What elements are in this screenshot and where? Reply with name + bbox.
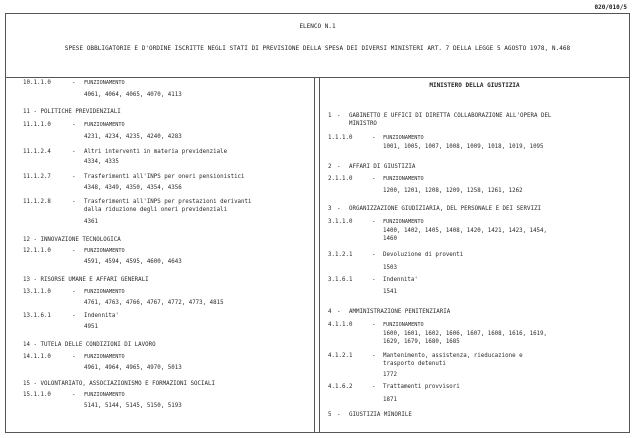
item-code: 11.1.2.7 [23, 174, 51, 180]
item-label: FUNZIONAMENTO [84, 354, 125, 360]
section-heading: AFFARI DI GIUSTIZIA [349, 164, 416, 170]
document-header [6, 14, 629, 78]
item-code: 11.1.2.4 [23, 149, 51, 155]
item-numbers: 4761, 4763, 4766, 4767, 4772, 4773, 4815 [84, 300, 224, 306]
section-number: 2 [328, 164, 332, 170]
section-heading: GIUSTIZIA MINORILE [349, 412, 412, 418]
dash: - [372, 353, 376, 359]
dash: - [337, 206, 341, 212]
item-numbers: 1503 [383, 265, 397, 271]
dash: - [72, 289, 76, 295]
dash: - [72, 122, 76, 128]
item-label: Trasferimenti all'INPS per prestazioni derivanti [84, 199, 252, 205]
item-numbers: 1400, 1402, 1405, 1408, 1420, 1421, 1423, 1454, [383, 228, 548, 234]
item-numbers: 1772 [383, 372, 397, 378]
right-column [319, 77, 629, 432]
item-code: 1.1.1.0 [328, 135, 353, 141]
dash: - [372, 322, 376, 328]
item-code: 4.1.2.1 [328, 353, 353, 359]
item-label: Indennita' [84, 313, 119, 319]
item-label: FUNZIONAMENTO [84, 289, 125, 295]
item-numbers-continued: 1629, 1679, 1680, 1685 [383, 339, 460, 345]
item-label: Trattamenti provvisori [383, 384, 460, 390]
section-heading: 14 - TUTELA DELLE CONDIZIONI DI LAVORO [23, 342, 156, 348]
document-subtitle: SPESE OBBLIGATORIE E D'ORDINE ISCRITTE NEGLI STATI DI PREVISIONE DELLA SPESA DEI DIVERSI MINISTERI ART. 7 DELLA LEGGE 5 AGOSTO 1978, N.468 [64, 45, 571, 52]
item-code: 4.1.1.0 [328, 322, 353, 328]
item-numbers: 4951 [84, 324, 98, 330]
item-numbers: 4961, 4964, 4965, 4970, 5013 [84, 365, 182, 371]
section-number: 3 [328, 206, 332, 212]
ministry-heading: MINISTERO DELLA GIUSTIZIA [429, 82, 520, 89]
item-label-continued: trasporto detenuti [383, 361, 446, 367]
item-code: 13.1.6.1 [23, 313, 51, 319]
item-numbers: 4591, 4594, 4595, 4600, 4643 [84, 259, 182, 265]
item-numbers: 1871 [383, 397, 397, 403]
item-code: 15.1.1.0 [23, 392, 51, 398]
document-frame [5, 13, 630, 433]
item-label: FUNZIONAMENTO [383, 176, 424, 182]
item-label: Altri interventi in materia previdenziale [84, 149, 228, 155]
item-code: 3.1.6.1 [328, 277, 353, 283]
item-code: 12.1.1.0 [23, 248, 51, 254]
section-heading: AMMINISTRAZIONE PENITENZIARIA [349, 309, 451, 315]
item-numbers: 4061, 4064, 4065, 4070, 4113 [84, 92, 182, 98]
section-heading: ORGANIZZAZIONE GIUDIZIARIA, DEL PERSONALE E DEI SERVIZI [349, 206, 541, 212]
left-column [6, 77, 315, 432]
section-heading: GABINETTO E UFFICI DI DIRETTA COLLABORAZIONE ALL'OPERA DEL [349, 113, 552, 119]
dash: - [337, 164, 341, 170]
dash: - [72, 174, 76, 180]
item-label: FUNZIONAMENTO [84, 80, 125, 86]
section-heading: 13 - RISORSE UMANE E AFFARI GENERALI [23, 277, 149, 283]
dash: - [372, 277, 376, 283]
item-code: 11.1.1.0 [23, 122, 51, 128]
dash: - [72, 313, 76, 319]
dash: - [72, 149, 76, 155]
item-code: 3.1.1.0 [328, 219, 353, 225]
item-label: Trasferimenti all'INPS per oneri pensionistici [84, 174, 245, 180]
item-label: Mantenimento, assistenza, rieducazione e [383, 353, 523, 359]
item-label: Indennita' [383, 277, 418, 283]
dash: - [372, 219, 376, 225]
item-code: 10.1.1.0 [23, 80, 51, 86]
item-label: FUNZIONAMENTO [383, 135, 424, 141]
dash: - [72, 354, 76, 360]
item-label: Devoluzione di proventi [383, 252, 464, 258]
item-label-continued: dalla riduzione degli oneri previdenziali [84, 207, 228, 213]
item-numbers: 5141, 5144, 5145, 5150, 5193 [84, 403, 182, 409]
dash: - [72, 392, 76, 398]
item-numbers: 1001, 1005, 1007, 1008, 1009, 1018, 1019, 1095 [383, 144, 544, 150]
item-numbers: 4361 [84, 219, 98, 225]
item-code: 14.1.1.0 [23, 354, 51, 360]
dash: - [372, 176, 376, 182]
item-numbers: 4348, 4349, 4350, 4354, 4356 [84, 185, 182, 191]
item-numbers: 1541 [383, 289, 397, 295]
item-label: FUNZIONAMENTO [84, 248, 125, 254]
item-code: 3.1.2.1 [328, 252, 353, 258]
dash: - [372, 252, 376, 258]
item-code: 2.1.1.0 [328, 176, 353, 182]
section-number: 5 [328, 412, 332, 418]
dash: - [372, 135, 376, 141]
item-numbers: 1600, 1601, 1602, 1606, 1607, 1608, 1616, 1619, [383, 331, 548, 337]
dash: - [372, 384, 376, 390]
item-label: FUNZIONAMENTO [84, 122, 125, 128]
item-code: 4.1.6.2 [328, 384, 353, 390]
item-numbers: 1200, 1201, 1208, 1209, 1258, 1261, 1262 [383, 188, 523, 194]
item-code: 13.1.1.0 [23, 289, 51, 295]
page-code: 020/010/5 [594, 4, 627, 11]
item-label: FUNZIONAMENTO [383, 322, 424, 328]
item-numbers: 4231, 4234, 4235, 4240, 4283 [84, 134, 182, 140]
dash: - [72, 80, 76, 86]
item-label: FUNZIONAMENTO [84, 392, 125, 398]
section-number: 1 [328, 113, 332, 119]
item-code: 11.1.2.8 [23, 199, 51, 205]
document-title: ELENCO N.1 [299, 23, 336, 30]
section-heading-continued: MINISTRO [349, 121, 377, 127]
dash: - [337, 113, 341, 119]
item-numbers: 4334, 4335 [84, 159, 119, 165]
section-heading: 11 - POLITICHE PREVIDENZIALI [23, 109, 121, 115]
dash: - [337, 412, 341, 418]
item-label: FUNZIONAMENTO [383, 219, 424, 225]
dash: - [337, 309, 341, 315]
item-numbers-continued: 1460 [383, 236, 397, 242]
section-heading: 15 - VOLONTARIATO, ASSOCIAZIONISMO E FORMAZIONI SOCIALI [23, 381, 215, 387]
section-heading: 12 - INNOVAZIONE TECNOLOGICA [23, 237, 121, 243]
dash: - [72, 199, 76, 205]
section-number: 4 [328, 309, 332, 315]
dash: - [72, 248, 76, 254]
